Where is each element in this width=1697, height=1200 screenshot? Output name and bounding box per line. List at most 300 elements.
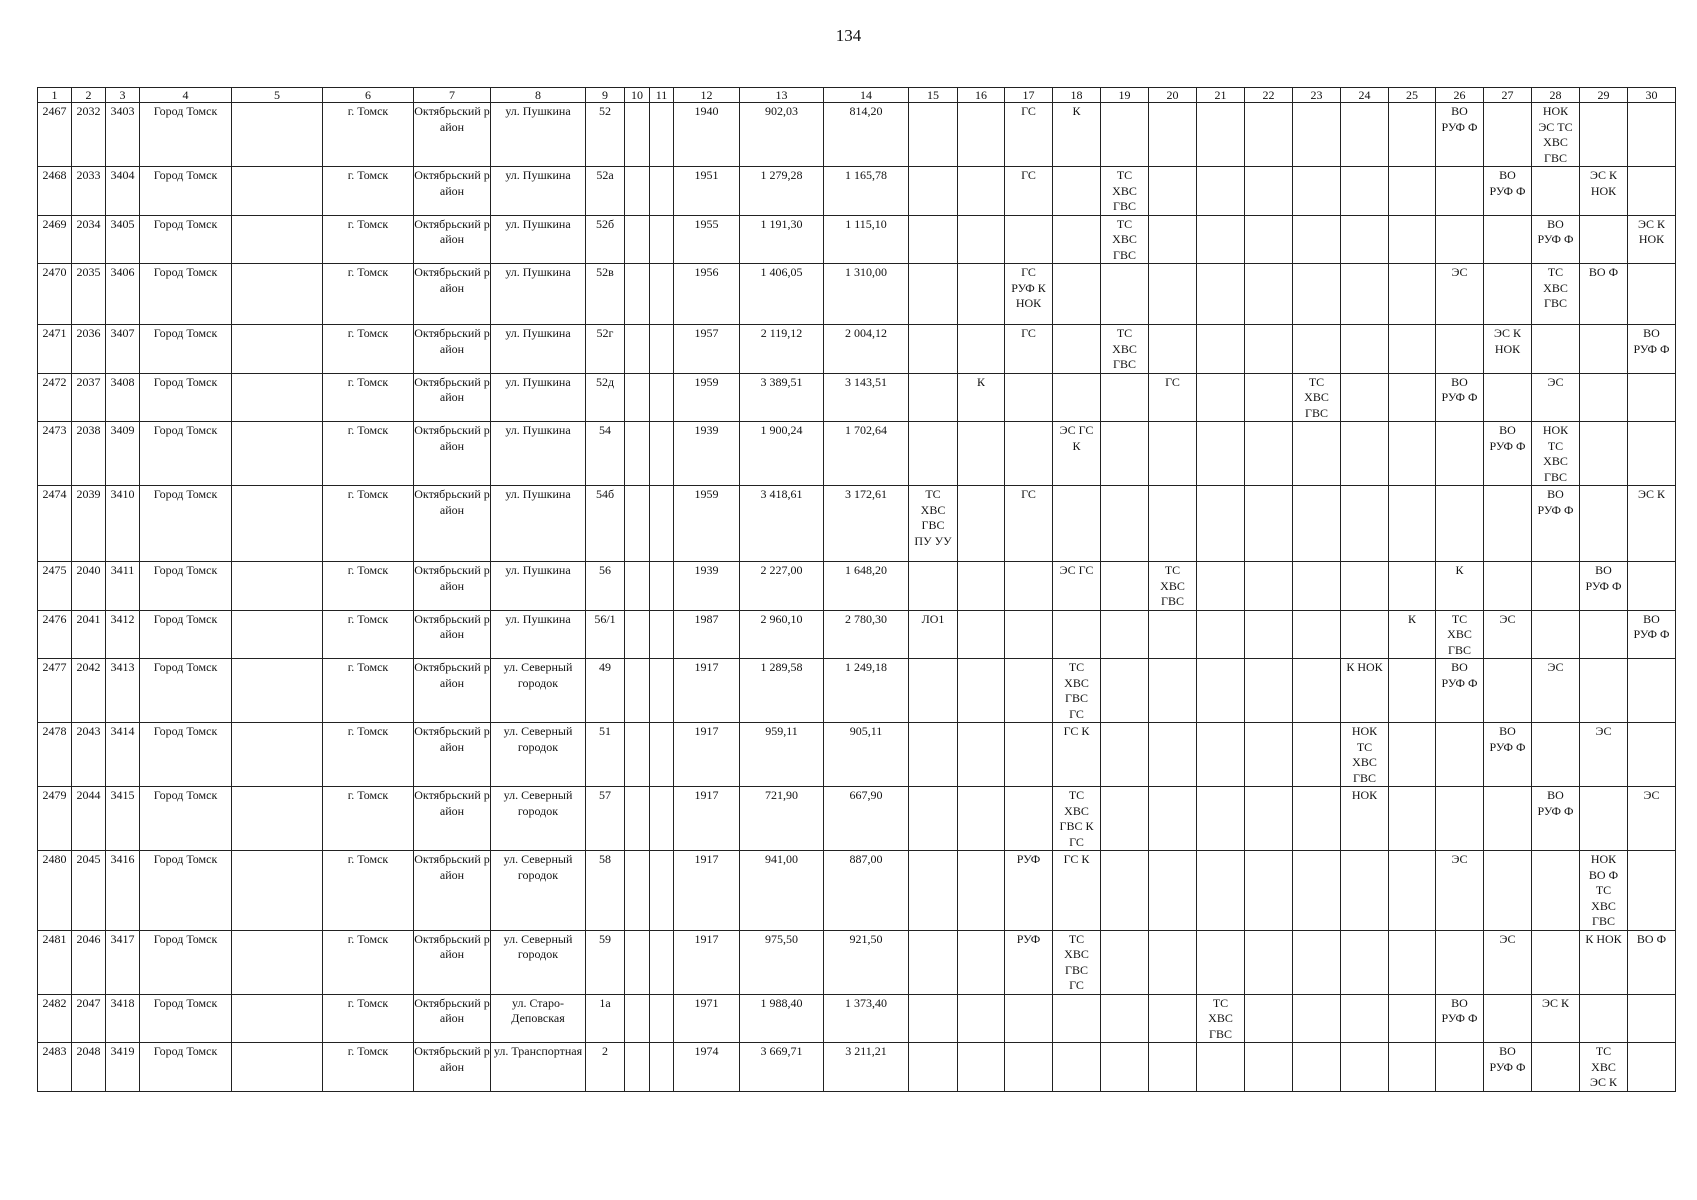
table-cell: Октябрьский район	[414, 1043, 491, 1092]
table-cell: Октябрьский район	[414, 167, 491, 216]
table-cell: ВО РУФ Ф	[1484, 1043, 1532, 1092]
table-cell: 59	[586, 930, 625, 994]
table-cell: 2	[586, 1043, 625, 1092]
table-cell	[1293, 659, 1341, 723]
table-cell: г. Томск	[323, 659, 414, 723]
table-cell: 902,03	[740, 103, 824, 167]
table-cell: г. Томск	[323, 215, 414, 264]
table-cell: г. Томск	[323, 723, 414, 787]
table-cell	[650, 723, 674, 787]
table-cell	[232, 103, 323, 167]
table-cell: 2480	[38, 851, 72, 931]
table-cell	[232, 1043, 323, 1092]
table-cell: 2043	[72, 723, 106, 787]
table-cell	[958, 994, 1005, 1043]
table-cell: 3419	[106, 1043, 140, 1092]
table-cell	[1197, 1043, 1245, 1092]
table-cell: ул. Северный городок	[491, 787, 586, 851]
table-cell	[1053, 264, 1101, 325]
table-cell: 3 418,61	[740, 486, 824, 562]
table-cell: ВО Ф	[1580, 264, 1628, 325]
table-cell	[650, 994, 674, 1043]
table-cell	[1149, 659, 1197, 723]
table-cell	[1389, 994, 1436, 1043]
table-cell	[1532, 325, 1580, 374]
table-cell	[1293, 264, 1341, 325]
table-cell: Город Томск	[140, 787, 232, 851]
table-cell	[1293, 103, 1341, 167]
table-row	[38, 723, 1676, 787]
table-cell	[958, 1043, 1005, 1092]
table-cell: ВО РУФ Ф	[1628, 610, 1676, 659]
table-cell: ТС ХВС ГВС	[1293, 373, 1341, 422]
table-cell: 3406	[106, 264, 140, 325]
table-row	[38, 167, 1676, 216]
column-header-3: 3	[106, 88, 140, 103]
table-cell: Октябрьский район	[414, 103, 491, 167]
table-cell	[1484, 373, 1532, 422]
table-cell: ЛО1	[909, 610, 958, 659]
table-cell: ЭС К НОК	[1484, 325, 1532, 374]
table-cell	[1436, 422, 1484, 486]
table-cell: 2467	[38, 103, 72, 167]
table-cell	[1436, 167, 1484, 216]
table-cell: ул. Северный городок	[491, 851, 586, 931]
table-cell	[650, 103, 674, 167]
table-cell: 2 119,12	[740, 325, 824, 374]
table-cell	[909, 103, 958, 167]
table-cell: К НОК	[1580, 930, 1628, 994]
table-cell	[650, 373, 674, 422]
table-cell	[909, 167, 958, 216]
table-cell: ул. Пушкина	[491, 373, 586, 422]
table-cell	[625, 787, 650, 851]
table-cell: 2039	[72, 486, 106, 562]
table-cell: 3411	[106, 562, 140, 611]
table-cell: ТС ХВС ГВС ГС	[1053, 930, 1101, 994]
table-cell	[1436, 723, 1484, 787]
table-cell	[1053, 1043, 1101, 1092]
table-cell: 52	[586, 103, 625, 167]
table-cell: 1939	[674, 562, 740, 611]
table-cell: Октябрьский район	[414, 215, 491, 264]
table-cell	[1341, 215, 1389, 264]
table-cell	[1389, 723, 1436, 787]
table-cell: Город Томск	[140, 325, 232, 374]
table-cell	[650, 610, 674, 659]
table-cell: 1955	[674, 215, 740, 264]
table-cell	[1101, 103, 1149, 167]
table-cell	[1245, 1043, 1293, 1092]
table-cell	[1197, 264, 1245, 325]
table-cell: 959,11	[740, 723, 824, 787]
table-cell: 1917	[674, 851, 740, 931]
table-cell: 2033	[72, 167, 106, 216]
data-table	[37, 87, 1676, 1092]
table-cell: Город Томск	[140, 373, 232, 422]
table-cell	[1436, 215, 1484, 264]
table-cell	[1245, 422, 1293, 486]
table-cell: 1957	[674, 325, 740, 374]
table-cell: ВО РУФ Ф	[1532, 486, 1580, 562]
table-cell	[650, 422, 674, 486]
table-cell: 58	[586, 851, 625, 931]
table-cell: К НОК	[1341, 659, 1389, 723]
table-cell	[1293, 486, 1341, 562]
table-cell: Город Томск	[140, 215, 232, 264]
table-cell	[1293, 994, 1341, 1043]
table-cell	[1149, 103, 1197, 167]
table-cell: ТС ХВС ГВС	[1197, 994, 1245, 1043]
table-cell: 3 143,51	[824, 373, 909, 422]
table-cell: ТС ХВС ГВС	[1101, 325, 1149, 374]
table-cell	[1628, 373, 1676, 422]
table-cell: 3408	[106, 373, 140, 422]
table-cell	[1245, 723, 1293, 787]
table-cell	[232, 787, 323, 851]
table-cell: Город Томск	[140, 562, 232, 611]
table-cell	[1484, 215, 1532, 264]
table-cell	[1149, 723, 1197, 787]
table-cell: 2471	[38, 325, 72, 374]
table-cell: 1939	[674, 422, 740, 486]
table-cell	[1197, 610, 1245, 659]
table-cell: ЭС К НОК	[1628, 215, 1676, 264]
table-cell: 2 227,00	[740, 562, 824, 611]
table-cell: ГС	[1005, 325, 1053, 374]
table-cell: Город Томск	[140, 264, 232, 325]
column-header-30: 30	[1628, 88, 1676, 103]
table-cell	[1101, 422, 1149, 486]
table-cell	[1580, 486, 1628, 562]
table-cell	[1341, 422, 1389, 486]
table-cell: 2041	[72, 610, 106, 659]
table-cell	[1053, 373, 1101, 422]
table-cell: 2479	[38, 787, 72, 851]
table-cell	[958, 103, 1005, 167]
table-cell: Октябрьский район	[414, 787, 491, 851]
table-cell	[650, 167, 674, 216]
table-cell: ул. Пушкина	[491, 486, 586, 562]
table-cell: Октябрьский район	[414, 610, 491, 659]
table-cell	[1341, 167, 1389, 216]
table-cell: ТС ХВС ГВС	[1532, 264, 1580, 325]
table-cell	[1389, 215, 1436, 264]
table-cell	[1197, 787, 1245, 851]
table-cell: 941,00	[740, 851, 824, 931]
table-cell: ЭС	[1436, 264, 1484, 325]
table-cell	[1149, 486, 1197, 562]
table-cell	[1005, 1043, 1053, 1092]
table-cell	[1245, 373, 1293, 422]
table-cell: 2036	[72, 325, 106, 374]
table-row	[38, 562, 1676, 611]
table-cell	[1341, 325, 1389, 374]
table-cell	[1628, 659, 1676, 723]
table-cell	[232, 723, 323, 787]
table-cell: ул. Транспортная	[491, 1043, 586, 1092]
table-cell: ЭС	[1484, 930, 1532, 994]
table-row	[38, 103, 1676, 167]
table-cell	[1341, 373, 1389, 422]
table-cell	[1101, 373, 1149, 422]
table-cell	[650, 486, 674, 562]
table-cell: 52д	[586, 373, 625, 422]
table-cell	[1341, 851, 1389, 931]
column-header-29: 29	[1580, 88, 1628, 103]
table-cell: 2037	[72, 373, 106, 422]
column-header-16: 16	[958, 88, 1005, 103]
table-cell	[1436, 787, 1484, 851]
table-cell	[958, 930, 1005, 994]
table-row	[38, 930, 1676, 994]
table-cell: 2468	[38, 167, 72, 216]
column-header-7: 7	[414, 88, 491, 103]
table-cell	[1053, 486, 1101, 562]
table-cell	[1484, 103, 1532, 167]
table-cell	[1005, 659, 1053, 723]
table-cell	[909, 264, 958, 325]
table-cell	[1245, 103, 1293, 167]
table-cell: ТС ХВС ГВС	[1436, 610, 1484, 659]
table-cell	[1245, 486, 1293, 562]
table-cell: 2470	[38, 264, 72, 325]
column-header-22: 22	[1245, 88, 1293, 103]
table-row	[38, 422, 1676, 486]
table-cell: 2045	[72, 851, 106, 931]
table-cell	[958, 167, 1005, 216]
table-cell: 2 780,30	[824, 610, 909, 659]
table-cell: 1917	[674, 659, 740, 723]
table-cell: ул. Пушкина	[491, 167, 586, 216]
table-cell	[650, 930, 674, 994]
column-header-17: 17	[1005, 88, 1053, 103]
table-cell	[1197, 325, 1245, 374]
table-cell: Октябрьский район	[414, 325, 491, 374]
table-cell	[1149, 851, 1197, 931]
table-cell: Город Томск	[140, 659, 232, 723]
table-cell: 1 249,18	[824, 659, 909, 723]
table-cell: 3 389,51	[740, 373, 824, 422]
table-cell: ГС	[1005, 103, 1053, 167]
table-cell	[1580, 787, 1628, 851]
table-cell: г. Томск	[323, 787, 414, 851]
table-cell	[1293, 422, 1341, 486]
table-cell: ГС РУФ К НОК	[1005, 264, 1053, 325]
table-cell	[909, 994, 958, 1043]
table-cell	[1053, 215, 1101, 264]
table-row	[38, 264, 1676, 325]
table-cell	[1580, 103, 1628, 167]
table-cell: г. Томск	[323, 325, 414, 374]
table-cell	[650, 325, 674, 374]
table-cell: ВО РУФ Ф	[1436, 103, 1484, 167]
table-cell: 1 115,10	[824, 215, 909, 264]
table-body	[38, 103, 1676, 1092]
table-cell	[232, 562, 323, 611]
table-row	[38, 610, 1676, 659]
column-header-28: 28	[1532, 88, 1580, 103]
table-cell: 49	[586, 659, 625, 723]
table-cell	[625, 723, 650, 787]
table-cell	[1005, 373, 1053, 422]
table-cell	[1389, 659, 1436, 723]
table-cell: НОК ТС ХВС ГВС	[1341, 723, 1389, 787]
table-cell	[625, 373, 650, 422]
table-cell	[1197, 930, 1245, 994]
table-cell: Октябрьский район	[414, 562, 491, 611]
table-cell	[625, 610, 650, 659]
table-cell	[1484, 562, 1532, 611]
table-cell	[1053, 994, 1101, 1043]
table-cell	[1245, 264, 1293, 325]
table-cell	[909, 930, 958, 994]
table-cell: 1951	[674, 167, 740, 216]
table-cell	[1341, 1043, 1389, 1092]
table-cell	[1389, 264, 1436, 325]
table-cell	[1149, 610, 1197, 659]
table-cell: ул. Пушкина	[491, 264, 586, 325]
column-header-26: 26	[1436, 88, 1484, 103]
table-cell	[650, 851, 674, 931]
table-cell	[1005, 787, 1053, 851]
table-cell: г. Томск	[323, 422, 414, 486]
table-cell	[625, 930, 650, 994]
column-header-10: 10	[625, 88, 650, 103]
table-cell: 2046	[72, 930, 106, 994]
table-cell: Октябрьский район	[414, 851, 491, 931]
table-cell	[958, 610, 1005, 659]
table-row	[38, 373, 1676, 422]
table-cell: 2476	[38, 610, 72, 659]
table-cell: ЭС	[1484, 610, 1532, 659]
table-cell: ВО РУФ Ф	[1436, 994, 1484, 1043]
table-cell: 1959	[674, 373, 740, 422]
table-cell: 1 191,30	[740, 215, 824, 264]
table-cell	[1101, 659, 1149, 723]
table-cell	[232, 610, 323, 659]
table-cell	[958, 787, 1005, 851]
table-cell: ул. Пушкина	[491, 215, 586, 264]
table-cell: Город Томск	[140, 103, 232, 167]
table-cell	[625, 659, 650, 723]
table-cell: 56/1	[586, 610, 625, 659]
table-row	[38, 486, 1676, 562]
table-cell: Октябрьский район	[414, 659, 491, 723]
table-cell	[1101, 787, 1149, 851]
table-cell	[1293, 562, 1341, 611]
table-cell: 1956	[674, 264, 740, 325]
table-cell: 2040	[72, 562, 106, 611]
table-cell: 3405	[106, 215, 140, 264]
table-cell	[625, 103, 650, 167]
table-cell: 1917	[674, 787, 740, 851]
table-cell	[1341, 486, 1389, 562]
table-cell	[909, 562, 958, 611]
table-cell	[958, 215, 1005, 264]
table-cell	[1101, 994, 1149, 1043]
table-cell: ВО РУФ Ф	[1532, 787, 1580, 851]
table-cell	[1532, 167, 1580, 216]
table-cell: ул. Пушкина	[491, 325, 586, 374]
table-cell	[232, 930, 323, 994]
table-cell	[232, 659, 323, 723]
table-cell	[1532, 1043, 1580, 1092]
table-cell	[1389, 373, 1436, 422]
table-cell: 57	[586, 787, 625, 851]
table-cell: 54	[586, 422, 625, 486]
table-cell: 2042	[72, 659, 106, 723]
table-cell: г. Томск	[323, 610, 414, 659]
table-cell: Октябрьский район	[414, 930, 491, 994]
table-cell	[909, 659, 958, 723]
table-cell	[1053, 167, 1101, 216]
column-header-23: 23	[1293, 88, 1341, 103]
table-cell	[1580, 422, 1628, 486]
table-cell: ВО РУФ Ф	[1532, 215, 1580, 264]
table-cell: 1 900,24	[740, 422, 824, 486]
table-cell	[1245, 930, 1293, 994]
table-cell	[958, 562, 1005, 611]
table-cell	[1245, 215, 1293, 264]
table-cell	[625, 167, 650, 216]
table-cell: 921,50	[824, 930, 909, 994]
table-cell	[1389, 325, 1436, 374]
table-cell	[1293, 167, 1341, 216]
table-cell: 2472	[38, 373, 72, 422]
table-cell: 2474	[38, 486, 72, 562]
table-cell: Октябрьский район	[414, 264, 491, 325]
table-cell	[1484, 659, 1532, 723]
table-cell: 56	[586, 562, 625, 611]
table-cell	[1149, 167, 1197, 216]
table-cell	[1197, 659, 1245, 723]
table-cell: ЭС ГС К	[1053, 422, 1101, 486]
column-header-13: 13	[740, 88, 824, 103]
table-cell: РУФ	[1005, 930, 1053, 994]
table-cell: 1 406,05	[740, 264, 824, 325]
table-cell: 1 702,64	[824, 422, 909, 486]
table-cell: 3409	[106, 422, 140, 486]
table-cell	[1532, 851, 1580, 931]
table-cell	[1484, 851, 1532, 931]
table-cell: РУФ	[1005, 851, 1053, 931]
table-cell: Октябрьский район	[414, 994, 491, 1043]
table-cell	[1389, 930, 1436, 994]
table-row	[38, 325, 1676, 374]
table-cell	[1245, 325, 1293, 374]
table-cell	[1101, 851, 1149, 931]
table-cell	[1628, 562, 1676, 611]
page-number: 134	[835, 26, 862, 45]
table-cell: 1917	[674, 930, 740, 994]
column-header-18: 18	[1053, 88, 1101, 103]
table-cell	[1389, 167, 1436, 216]
table-cell: Октябрьский район	[414, 486, 491, 562]
table-cell: 2473	[38, 422, 72, 486]
table-cell: ВО Ф	[1628, 930, 1676, 994]
table-cell: г. Томск	[323, 994, 414, 1043]
table-cell	[1293, 325, 1341, 374]
table-cell: ВО РУФ Ф	[1484, 422, 1532, 486]
table-cell: Город Томск	[140, 930, 232, 994]
table-cell	[1628, 167, 1676, 216]
table-cell	[1341, 930, 1389, 994]
table-cell: г. Томск	[323, 1043, 414, 1092]
column-header-20: 20	[1149, 88, 1197, 103]
table-cell: г. Томск	[323, 167, 414, 216]
table-cell	[1532, 723, 1580, 787]
